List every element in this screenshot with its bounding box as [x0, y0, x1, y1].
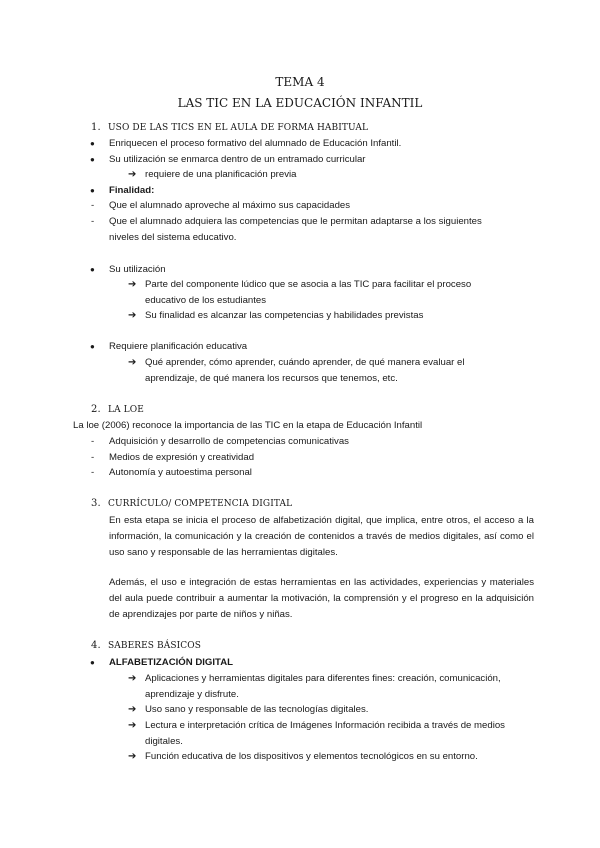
arrow-right-icon: ➔	[128, 310, 137, 321]
s4-arrow-3-line2: digitales.	[145, 736, 183, 747]
bullet-icon: ●	[90, 139, 95, 148]
dash-marker: -	[91, 436, 95, 447]
s4-arrow-4: Función educativa de los dispositivos y elementos tecnológicos en su entorno.	[145, 751, 478, 762]
dash-marker: -	[91, 467, 95, 478]
s2-dash-3: Autonomía y autoestima personal	[109, 467, 252, 478]
s1-bullet-5: Requiere planificación educativa	[109, 341, 248, 352]
arrow-right-icon: ➔	[128, 169, 137, 180]
s1-bullet-2: Su utilización se enmarca dentro de un entramado curricular	[109, 154, 366, 165]
bullet-icon: ●	[90, 265, 95, 274]
bullet-icon: ●	[90, 658, 95, 667]
section-3-heading: CURRÍCULO/ COMPETENCIA DIGITAL	[108, 499, 293, 509]
bullet-icon: ●	[90, 155, 95, 164]
s1-dash-2-line2: niveles del sistema educativo.	[109, 232, 237, 243]
doc-title-line1: TEMA 4	[275, 75, 325, 89]
s4-arrow-2: Uso sano y responsable de las tecnologías digitales.	[145, 704, 369, 715]
bullet-icon: ●	[90, 342, 95, 351]
arrow-right-icon: ➔	[128, 673, 137, 684]
s1-bullet-2-arrow: requiere de una planificación previa	[145, 169, 297, 180]
s1-bullet-1: Enriquecen el proceso formativo del alumnado de Educación Infantil.	[109, 138, 402, 149]
s1-dash-2-line1: Que el alumnado adquiera las competencias que le permitan adaptarse a los siguientes	[109, 216, 482, 227]
section-3-number: 3.	[91, 498, 101, 509]
arrow-right-icon: ➔	[128, 720, 137, 731]
s4-arrow-3-line1: Lectura e interpretación crítica de Imágenes Información recibida a través de medios	[145, 720, 505, 731]
s1-dash-1: Que el alumnado aproveche al máximo sus capacidades	[109, 200, 351, 211]
section-1-number: 1.	[91, 122, 101, 133]
section-2-heading: LA LOE	[108, 405, 144, 415]
s2-dash-2: Medios de expresión y creatividad	[109, 452, 255, 463]
dash-marker: -	[91, 200, 95, 211]
dash-marker: -	[91, 452, 95, 463]
s1-bullet-4-arrow-1-line2: educativo de los estudiantes	[145, 295, 267, 306]
section-4-heading: SABERES BÁSICOS	[108, 641, 201, 651]
doc-title-line2: LAS TIC EN LA EDUCACIÓN INFANTIL	[177, 96, 423, 110]
bullet-icon: ●	[90, 186, 95, 195]
s3-paragraph-1: En esta etapa se inicia el proceso de alfabetización digital, que implica, entre otros, el acceso a la información, la comunicación y la creación de contenidos a través de medios digitales, así como el uso sano y responsable de las herramientas digitales.	[109, 515, 534, 558]
s4-bullet-1: ALFABETIZACIÓN DIGITAL	[109, 657, 233, 668]
s1-bullet-4-arrow-1-line1: Parte del componente lúdico que se asocia a las TIC para facilitar el proceso	[145, 279, 472, 290]
s1-bullet-5-arrow-line2: aprendizaje, de qué manera los recursos que tenemos, etc.	[145, 373, 398, 384]
section-2-number: 2.	[91, 404, 101, 415]
arrow-right-icon: ➔	[128, 751, 137, 762]
arrow-right-icon: ➔	[128, 704, 137, 715]
s1-bullet-4: Su utilización	[109, 264, 166, 275]
s2-intro: La loe (2006) reconoce la importancia de las TIC en la etapa de Educación Infantil	[73, 420, 423, 431]
s1-finalidad-label: Finalidad:	[109, 185, 155, 196]
s1-bullet-4-arrow-2: Su finalidad es alcanzar las competencias y habilidades previstas	[145, 310, 424, 321]
section-1-heading: USO DE LAS TICS EN EL AULA DE FORMA HABITUAL	[108, 123, 369, 133]
s3-paragraph-2: Además, el uso e integración de estas herramientas en las actividades, experiencias y materiales del aula puede contribuir a aumentar la motivación, la comprensión y el progreso en la adquisición de aprendizajes por parte de niños y niñas.	[109, 577, 534, 620]
s1-bullet-5-arrow-line1: Qué aprender, cómo aprender, cuándo aprender, de qué manera evaluar el	[145, 357, 465, 368]
s4-arrow-1-line1: Aplicaciones y herramientas digitales para diferentes fines: creación, comunicación,	[145, 673, 501, 684]
s4-arrow-1-line2: aprendizaje y disfrute.	[145, 689, 239, 700]
section-4-number: 4.	[91, 640, 101, 651]
arrow-right-icon: ➔	[128, 279, 137, 290]
dash-marker: -	[91, 216, 95, 227]
s2-dash-1: Adquisición y desarrollo de competencias comunicativas	[109, 436, 349, 447]
arrow-right-icon: ➔	[128, 357, 137, 368]
